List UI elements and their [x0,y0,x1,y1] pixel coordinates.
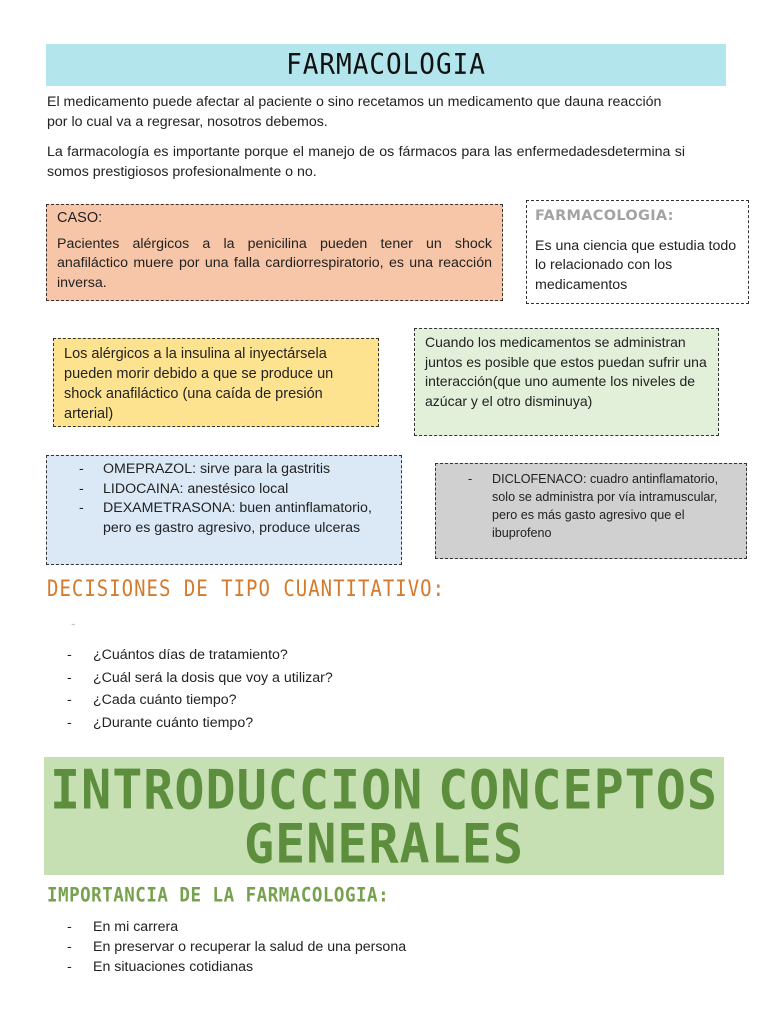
caso-label: CASO: [57,210,103,226]
drug-text: DEXAMETRASONA: buen antinflamatorio, pero es gastro agresivo, produce ulceras [103,500,372,536]
drugs-box [46,455,402,565]
list-item [47,644,333,667]
definition-heading: FARMACOLOGIA: [535,208,674,224]
question-text: ¿Cuál será la dosis que voy a utilizar? [93,669,333,686]
section-banner [44,757,724,875]
list-dash: - [79,480,84,497]
list-item [47,957,406,977]
list-item [47,712,333,735]
list-dash: - [67,669,72,686]
drugs-list [57,460,391,538]
importancia-text: En mi carrera [93,919,179,935]
list-item [47,689,333,712]
list-item [57,499,391,538]
importancia-heading: IMPORTANCIA DE LA FARMACOLOGIA: [47,885,390,907]
list-dash: - [67,647,72,663]
definition-text: Es una ciencia que estudia todo lo relacionado con los medicamentos [535,237,737,293]
list-item [57,460,391,480]
question-text: ¿Cada cuánto tiempo? [93,692,237,709]
list-dash: - [468,472,473,486]
title-bar [46,44,726,86]
list-dash: - [67,939,72,955]
list-dash: - [67,692,72,709]
insulina-text: Los alérgicos a la insulina al inyectársela pueden morir debido a que se produce un shock anafiláctico (una caída de presión arterial) [64,346,334,422]
list-item [446,470,736,542]
importancia-text: En preservar o recuperar la salud de una persona [93,939,407,955]
diclofenaco-box [435,463,747,559]
definition-box [526,200,749,304]
interaccion-text: Cuando los medicamentos se administran juntos es posible que estos puedan sufrir una interacción(que uno aumente los niveles de azúcar y el otro disminuya) [425,334,707,409]
banner-word-conceptos: CONCEPTOS [438,758,718,822]
list-item [47,667,333,690]
list-dash: - [67,919,72,935]
list-dash: - [67,959,72,975]
drug-text: OMEPRAZOL: sirve para la gastritis [103,461,331,477]
intro-paragraph-1: El medicamento puede afectar al paciente o sino recetamos un medicamento que dauna reacción por lo cual va a regresar, nosotros debemos. [47,94,662,130]
importancia-list [47,917,406,977]
list-dash: - [79,500,84,516]
intro-paragraph-2: La farmacología es importante porque el manejo de os fármacos para las enfermedadesdetermina si somos prestigiosos profesionalmente o no. [47,144,685,180]
list-dash: - [67,715,72,732]
insulina-box [53,338,379,427]
banner-word-introduccion: INTRODUCCION [50,758,424,822]
diclofenaco-list [446,470,736,542]
empty-list-dash: - [71,615,76,631]
drug-text: LIDOCAINA: anestésico local [103,480,289,497]
caso-box [46,204,503,301]
caso-text: Pacientes alérgicos a la penicilina pueden tener un shock anafiláctico muere por una falla cardiorrespiratorio, es una reacción inversa. [57,235,492,291]
diclofenaco-text: DICLOFENACO: cuadro antinflamatorio, solo se administra por vía intramuscular, pero es más gasto agresivo que el ibuprofeno [492,472,719,540]
decisiones-list [47,644,333,735]
banner-word-generales: GENERALES [244,812,524,876]
list-item [47,937,406,957]
list-item [57,480,391,500]
page-title: FARMACOLOGIA [286,48,486,82]
interaccion-box [414,328,719,436]
list-item [47,917,406,937]
importancia-text: En situaciones cotidianas [93,959,254,975]
question-text: ¿Cuántos días de tratamiento? [93,647,288,663]
decisiones-heading: DECISIONES DE TIPO CUANTITATIVO: [47,576,446,602]
question-text: ¿Durante cuánto tiempo? [93,715,254,732]
list-dash: - [79,461,84,477]
